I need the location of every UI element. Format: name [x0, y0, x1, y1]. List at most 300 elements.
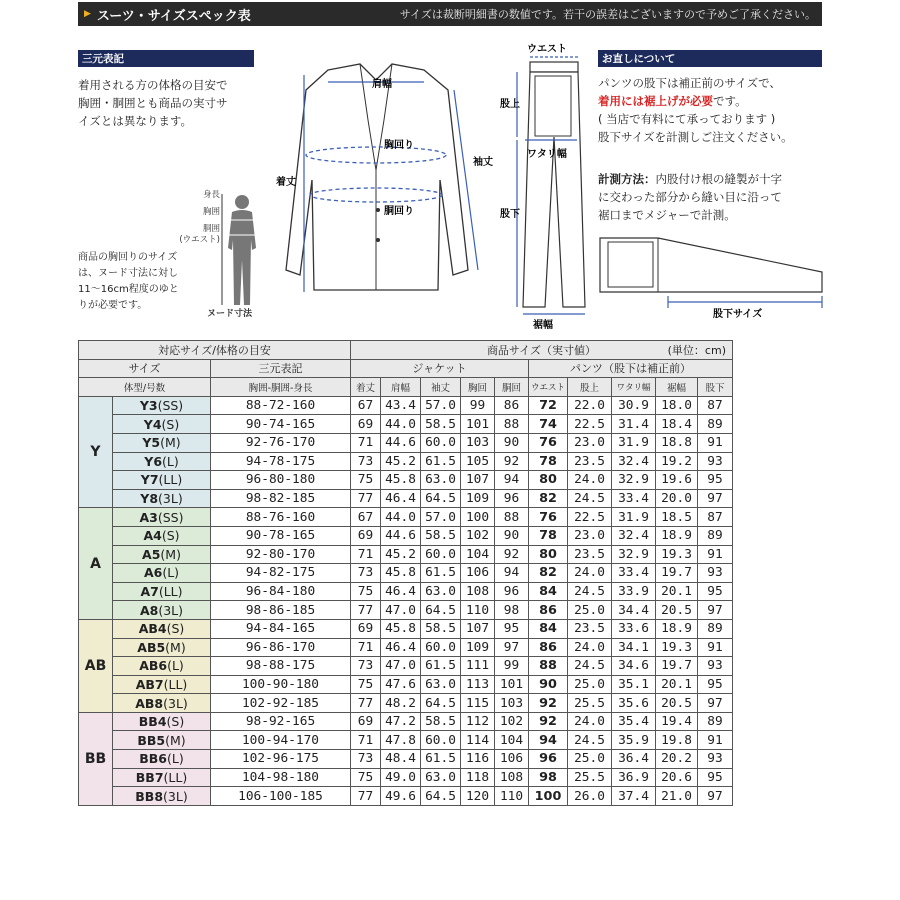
group-label: A [79, 508, 113, 620]
body-label-chest: 胸囲 [202, 207, 220, 217]
pants-value: 95 [698, 582, 733, 601]
sangen-cell: 90-78-165 [211, 526, 351, 545]
jacket-value: 57.0 [421, 396, 461, 415]
pants-value: 33.4 [612, 489, 656, 508]
table-row [79, 508, 733, 527]
jacket-value: 58.5 [421, 526, 461, 545]
pants-value: 25.0 [568, 601, 612, 620]
size-code: (SS) [157, 509, 184, 525]
jacket-value: 115 [461, 694, 495, 713]
size-name: Y6 [144, 453, 163, 469]
header-chest-waist-height: 胸囲-胴囲-身長 [211, 378, 351, 397]
jacket-value: 88 [495, 415, 529, 434]
pants-value: 95 [698, 768, 733, 787]
jacket-value: 110 [495, 787, 529, 806]
button-icon [376, 238, 380, 242]
pants-value: 32.9 [612, 545, 656, 564]
size-name: A4 [143, 528, 162, 544]
pants-value: 23.0 [568, 526, 612, 545]
pants-value: 19.6 [656, 471, 698, 490]
pants-value: 91 [698, 638, 733, 657]
size-code: (3L) [158, 491, 183, 507]
pants-diagram [495, 42, 595, 332]
jacket-value: 92 [495, 545, 529, 564]
jacket-value: 113 [461, 675, 495, 694]
jacket-value: 63.0 [421, 582, 461, 601]
size-code: (L) [167, 658, 184, 674]
pants-value: 18.8 [656, 433, 698, 452]
pants-value: 87 [698, 396, 733, 415]
pants-value: 24.5 [568, 582, 612, 601]
pants-value: 35.1 [612, 675, 656, 694]
size-cell [113, 768, 211, 787]
pants-value: 32.9 [612, 471, 656, 490]
jacket-value: 75 [351, 768, 381, 787]
jacket-value: 48.4 [381, 750, 421, 769]
size-code: (M) [165, 732, 186, 748]
sangen-cell: 96-80-180 [211, 471, 351, 490]
size-code: (L) [167, 751, 184, 767]
header-sleeve: 袖丈 [421, 378, 461, 397]
jacket-value: 109 [461, 489, 495, 508]
jacket-value: 106 [495, 750, 529, 769]
header-pants-waist: ウエスト [529, 378, 568, 397]
jacket-value: 95 [495, 619, 529, 638]
jacket-value: 61.5 [421, 657, 461, 676]
pants-value: 19.7 [656, 564, 698, 583]
table-header-row [79, 359, 733, 378]
jacket-value: 45.8 [381, 564, 421, 583]
jacket-value: 94 [495, 471, 529, 490]
pants-value: 91 [698, 433, 733, 452]
pants-side-outline [600, 238, 822, 292]
pants-value: 25.5 [568, 694, 612, 713]
table-row [79, 471, 733, 490]
pants-value: 32.4 [612, 526, 656, 545]
jacket-value: 101 [495, 675, 529, 694]
sangen-cell: 98-82-185 [211, 489, 351, 508]
pants-waistband [530, 62, 578, 72]
jacket-value: 69 [351, 526, 381, 545]
body-label-waist-note: (ウエスト) [179, 235, 220, 245]
size-code: (M) [160, 546, 181, 562]
jacket-value: 114 [461, 731, 495, 750]
table-row [79, 731, 733, 750]
pants-waist-value: 86 [529, 638, 568, 657]
jacket-value: 73 [351, 564, 381, 583]
pants-value: 30.9 [612, 396, 656, 415]
jacket-value: 67 [351, 396, 381, 415]
table-row [79, 787, 733, 806]
pants-outline [523, 72, 585, 307]
pants-waist-value: 86 [529, 601, 568, 620]
pants-value: 23.5 [568, 619, 612, 638]
pants-value: 19.7 [656, 657, 698, 676]
size-code: (M) [160, 435, 181, 451]
size-name: Y4 [143, 416, 162, 432]
header-hem: 裾幅 [656, 378, 698, 397]
size-code: (L) [162, 565, 180, 581]
jacket-value: 58.5 [421, 712, 461, 731]
pants-value: 20.5 [656, 601, 698, 620]
jacket-value: 63.0 [421, 471, 461, 490]
group-label: BB [79, 712, 113, 805]
pants-waist-value: 78 [529, 452, 568, 471]
size-code: (3L) [158, 602, 184, 618]
jacket-value: 43.4 [381, 396, 421, 415]
header-size: サイズ [79, 359, 211, 378]
jacket-value: 64.5 [421, 601, 461, 620]
size-cell [113, 415, 211, 434]
jacket-value: 49.0 [381, 768, 421, 787]
sangen-cell: 90-74-165 [211, 415, 351, 434]
jacket-value: 46.4 [381, 638, 421, 657]
size-name: AB5 [137, 639, 166, 655]
jacket-value: 46.4 [381, 489, 421, 508]
jacket-value: 63.0 [421, 675, 461, 694]
pants-waist-value: 76 [529, 508, 568, 527]
jacket-value: 47.2 [381, 712, 421, 731]
table-row [79, 433, 733, 452]
size-cell [113, 619, 211, 638]
size-name: BB4 [138, 714, 167, 730]
nude-note [78, 250, 179, 314]
jacket-value: 100 [461, 508, 495, 527]
size-code: (LL) [163, 769, 188, 785]
pants-value: 89 [698, 712, 733, 731]
nude-note-line: りが必要です。 [78, 300, 148, 311]
jacket-value: 120 [461, 787, 495, 806]
jacket-value: 71 [351, 638, 381, 657]
body-label-height: 身長 [202, 190, 220, 200]
pants-value: 24.0 [568, 712, 612, 731]
pants-value: 33.4 [612, 564, 656, 583]
size-code: (S) [166, 621, 185, 637]
jacket-value: 73 [351, 750, 381, 769]
pants-value: 19.4 [656, 712, 698, 731]
size-cell [113, 508, 211, 527]
sangen-cell: 92-76-170 [211, 433, 351, 452]
sangen-cell: 94-84-165 [211, 619, 351, 638]
sangen-cell: 102-96-175 [211, 750, 351, 769]
jacket-value: 69 [351, 619, 381, 638]
pants-value: 25.5 [568, 768, 612, 787]
table-row [79, 694, 733, 713]
jacket-value: 67 [351, 508, 381, 527]
size-name: A6 [143, 565, 163, 581]
pants-value: 31.9 [612, 508, 656, 527]
size-cell [113, 694, 211, 713]
jacket-diagram [268, 60, 493, 320]
pants-waist-value: 100 [529, 787, 568, 806]
pants-value: 24.0 [568, 564, 612, 583]
size-code: (3L) [163, 695, 188, 711]
figure-body [228, 210, 256, 305]
jacket-value: 104 [495, 731, 529, 750]
nude-note-line: 商品の胸回りのサイズ [78, 252, 178, 263]
pants-value: 18.9 [656, 619, 698, 638]
pants-waist-value: 94 [529, 731, 568, 750]
jacket-value: 69 [351, 415, 381, 434]
pants-value: 24.0 [568, 471, 612, 490]
jacket-value: 108 [495, 768, 529, 787]
jacket-value: 116 [461, 750, 495, 769]
pants-value: 91 [698, 731, 733, 750]
jacket-value: 90 [495, 433, 529, 452]
hemming-required-text: 着用には裾上げが必要 [598, 94, 713, 108]
pants-waist-value: 92 [529, 694, 568, 713]
pants-value: 24.5 [568, 489, 612, 508]
page-header [78, 2, 822, 26]
size-cell [113, 787, 211, 806]
pants-value: 33.6 [612, 619, 656, 638]
pants-value: 35.9 [612, 731, 656, 750]
triangle-right-icon: ▶ [84, 9, 91, 19]
jacket-value: 44.0 [381, 415, 421, 434]
size-table-body [79, 396, 733, 805]
alteration-line: パンツの股下は補正前のサイズで、 [598, 76, 781, 90]
sangen-cell: 102-92-185 [211, 694, 351, 713]
size-code: (LL) [158, 472, 183, 488]
pants-value: 93 [698, 452, 733, 471]
waist-label: 胴回り [384, 206, 414, 217]
method-rest: 内股付け根の縫製が十字 [655, 172, 782, 186]
size-name: A5 [142, 546, 161, 562]
size-name: Y8 [140, 491, 159, 507]
size-name: A7 [140, 584, 159, 600]
table-row [79, 396, 733, 415]
jacket-value: 64.5 [421, 489, 461, 508]
size-name: Y5 [142, 435, 161, 451]
sangen-cell: 96-86-170 [211, 638, 351, 657]
pants-waist-value: 92 [529, 712, 568, 731]
alteration-line: 股下サイズを計測しご注文ください。 [598, 130, 793, 144]
table-row [79, 415, 733, 434]
jacket-value: 60.0 [421, 731, 461, 750]
alteration-line-red [598, 92, 793, 110]
inseam-label: 股下 [500, 209, 520, 220]
alteration-line: ( 当店で有料にて承っております ) [598, 112, 776, 126]
jacket-value: 47.0 [381, 601, 421, 620]
pants-waist-value: 78 [529, 526, 568, 545]
jacket-value: 44.0 [381, 508, 421, 527]
jacket-value: 58.5 [421, 619, 461, 638]
size-code: (S) [166, 714, 185, 730]
pants-value: 20.6 [656, 768, 698, 787]
jacket-value: 107 [461, 619, 495, 638]
jacket-value: 111 [461, 657, 495, 676]
header-length: 着丈 [351, 378, 381, 397]
jacket-value: 99 [461, 396, 495, 415]
jacket-value: 105 [461, 452, 495, 471]
jacket-value: 77 [351, 787, 381, 806]
jacket-value: 71 [351, 731, 381, 750]
pants-value: 22.5 [568, 508, 612, 527]
table-row [79, 638, 733, 657]
pants-value: 25.0 [568, 750, 612, 769]
size-cell [113, 545, 211, 564]
jacket-value: 108 [461, 582, 495, 601]
header-title-wrap [84, 5, 251, 24]
header-shoulder: 肩幅 [381, 378, 421, 397]
jacket-value: 94 [495, 564, 529, 583]
pants-value: 33.9 [612, 582, 656, 601]
size-name: AB7 [135, 676, 164, 692]
rise-label: 股上 [500, 99, 520, 110]
pants-value: 89 [698, 526, 733, 545]
sangen-cell: 94-78-175 [211, 452, 351, 471]
size-cell [113, 657, 211, 676]
size-name: BB8 [135, 788, 164, 804]
table-header-row [79, 378, 733, 397]
pants-value: 31.9 [612, 433, 656, 452]
size-table [78, 340, 733, 806]
pants-value: 93 [698, 657, 733, 676]
header-rise: 股上 [568, 378, 612, 397]
inseam-size-label: 股下サイズ [713, 309, 763, 320]
jacket-value: 71 [351, 545, 381, 564]
pants-value: 18.4 [656, 415, 698, 434]
jacket-value: 73 [351, 657, 381, 676]
jacket-value: 77 [351, 601, 381, 620]
pants-value: 22.5 [568, 415, 612, 434]
thigh-label: ワタリ幅 [527, 149, 567, 160]
pants-value: 19.3 [656, 638, 698, 657]
jacket-value: 109 [461, 638, 495, 657]
group-label: Y [79, 396, 113, 508]
pants-value: 19.8 [656, 731, 698, 750]
size-name: BB6 [139, 751, 168, 767]
figure-head [235, 195, 249, 209]
jacket-value: 60.0 [421, 545, 461, 564]
sangen-line: イズとは異なります。 [78, 114, 192, 128]
pants-value: 24.0 [568, 638, 612, 657]
length-label: 着丈 [276, 177, 296, 188]
pants-value: 20.0 [656, 489, 698, 508]
pants-waist-value: 80 [529, 545, 568, 564]
sangen-label: 三元表記 [78, 50, 254, 67]
pants-value: 37.4 [612, 787, 656, 806]
jacket-value: 96 [495, 489, 529, 508]
size-cell [113, 731, 211, 750]
method-label: 計測方法： [598, 172, 656, 186]
hem-label: 裾幅 [533, 320, 553, 331]
pants-value: 20.2 [656, 750, 698, 769]
size-name: A8 [139, 602, 159, 618]
jacket-value: 75 [351, 675, 381, 694]
table-row [79, 582, 733, 601]
jacket-value: 71 [351, 433, 381, 452]
pants-value: 23.0 [568, 433, 612, 452]
shoulder-label: 肩幅 [372, 79, 392, 90]
jacket-value: 73 [351, 452, 381, 471]
jacket-value: 101 [461, 415, 495, 434]
jacket-value: 47.6 [381, 675, 421, 694]
pants-value: 89 [698, 619, 733, 638]
alteration-line-rest: です。 [713, 94, 747, 108]
pants-waist-value: 88 [529, 657, 568, 676]
pants-value: 35.4 [612, 712, 656, 731]
table-row [79, 601, 733, 620]
alteration-text [598, 74, 793, 146]
pants-waist-value: 96 [529, 750, 568, 769]
pants-waist-value: 76 [529, 433, 568, 452]
header-body-type: 体型/号数 [79, 378, 211, 397]
jacket-value: 45.8 [381, 471, 421, 490]
pants-value: 23.5 [568, 452, 612, 471]
header-thigh: ワタリ幅 [612, 378, 656, 397]
jacket-value: 98 [495, 601, 529, 620]
size-cell [113, 638, 211, 657]
header-sangen: 三元表記 [211, 359, 351, 378]
header-product-size-text: 商品サイズ（実寸値） [486, 343, 597, 357]
jacket-value: 77 [351, 489, 381, 508]
jacket-value: 118 [461, 768, 495, 787]
pants-value: 97 [698, 601, 733, 620]
jacket-value: 44.6 [381, 433, 421, 452]
pants-waist-value: 90 [529, 675, 568, 694]
pants-value: 87 [698, 508, 733, 527]
size-name: AB6 [139, 658, 168, 674]
jacket-value: 64.5 [421, 694, 461, 713]
method-line [598, 170, 782, 188]
table-row [79, 750, 733, 769]
pants-value: 97 [698, 694, 733, 713]
jacket-value: 44.6 [381, 526, 421, 545]
header-unit: (単位：cm) [667, 343, 726, 357]
pants-value: 19.3 [656, 545, 698, 564]
size-code: (LL) [163, 676, 188, 692]
pants-value: 32.4 [612, 452, 656, 471]
size-name: AB4 [138, 621, 167, 637]
header-title: スーツ・サイズスペック表 [96, 8, 251, 24]
sangen-cell: 98-92-165 [211, 712, 351, 731]
pants-value: 20.5 [656, 694, 698, 713]
jacket-value: 88 [495, 508, 529, 527]
sleeve-label: 袖丈 [473, 157, 493, 168]
nude-note-line: は、ヌード寸法に対し [78, 268, 178, 279]
jacket-value: 48.2 [381, 694, 421, 713]
sangen-cell: 92-80-170 [211, 545, 351, 564]
pants-value: 95 [698, 471, 733, 490]
jacket-value: 77 [351, 694, 381, 713]
pants-value: 21.0 [656, 787, 698, 806]
size-cell [113, 750, 211, 769]
jacket-value: 47.0 [381, 657, 421, 676]
size-cell [113, 582, 211, 601]
jacket-value: 97 [495, 638, 529, 657]
pants-value: 23.5 [568, 545, 612, 564]
jacket-value: 99 [495, 657, 529, 676]
size-code: (M) [165, 639, 186, 655]
pants-value: 24.5 [568, 657, 612, 676]
jacket-value: 102 [461, 526, 495, 545]
sangen-description [78, 76, 228, 130]
jacket-value: 106 [461, 564, 495, 583]
size-cell [113, 526, 211, 545]
size-name: BB7 [135, 769, 164, 785]
table-row [79, 712, 733, 731]
jacket-value: 75 [351, 582, 381, 601]
pants-waist-value: 80 [529, 471, 568, 490]
pants-value: 18.0 [656, 396, 698, 415]
pants-value: 34.1 [612, 638, 656, 657]
jacket-value: 86 [495, 396, 529, 415]
pants-waist-value: 98 [529, 768, 568, 787]
size-name: AB8 [135, 695, 164, 711]
size-code: (SS) [157, 398, 184, 414]
body-label-waist: 胴囲 [202, 224, 220, 234]
